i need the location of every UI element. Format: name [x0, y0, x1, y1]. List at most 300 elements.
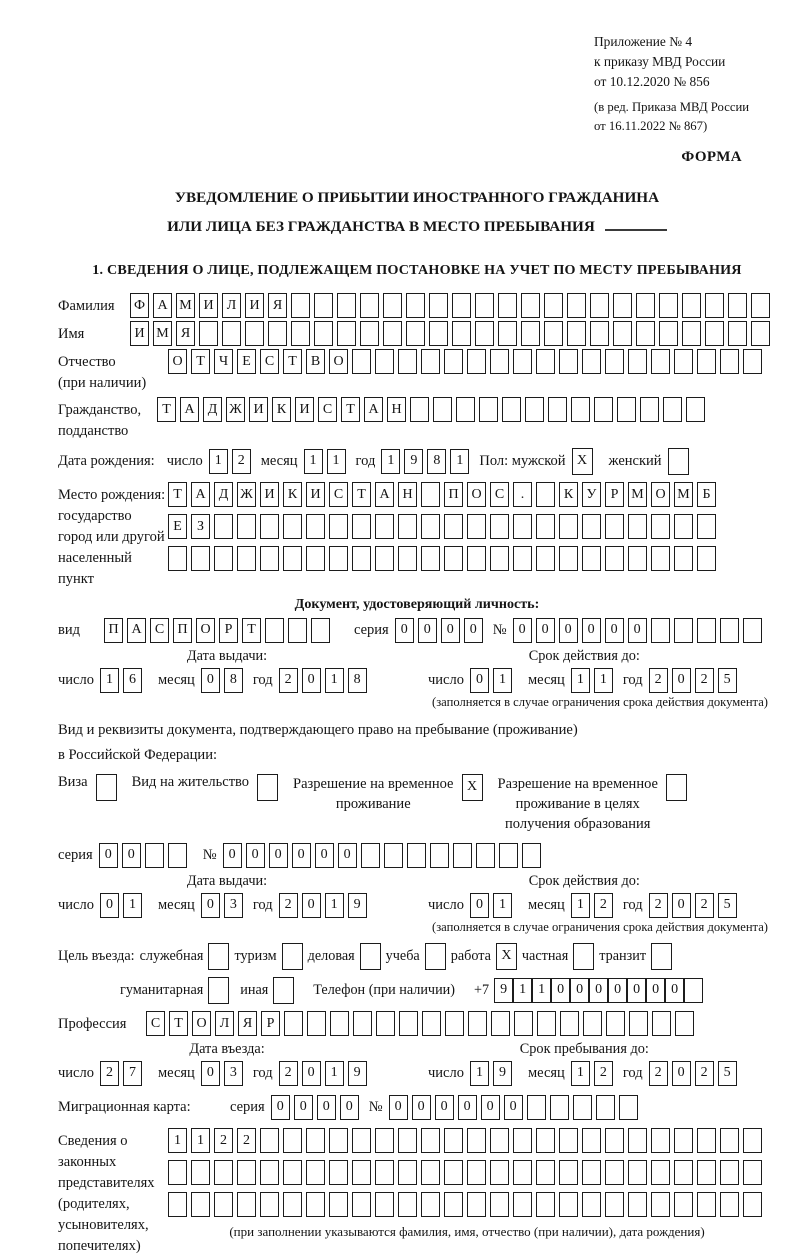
- char-box[interactable]: [406, 293, 425, 318]
- char-box[interactable]: [527, 1095, 546, 1120]
- char-box[interactable]: Т: [168, 482, 187, 507]
- char-box[interactable]: 2: [649, 1061, 668, 1086]
- char-box[interactable]: [237, 1192, 256, 1217]
- char-box[interactable]: 0: [582, 618, 601, 643]
- char-box[interactable]: 0: [201, 668, 220, 693]
- char-box[interactable]: [536, 1128, 555, 1153]
- char-box[interactable]: [352, 1192, 371, 1217]
- char-box[interactable]: [237, 1160, 256, 1185]
- char-box[interactable]: [306, 1192, 325, 1217]
- char-box[interactable]: [406, 321, 425, 346]
- char-box[interactable]: [398, 546, 417, 571]
- sex-male-checkbox[interactable]: [572, 448, 597, 475]
- char-box[interactable]: [168, 1192, 187, 1217]
- residence-issue-year-boxes[interactable]: [279, 893, 371, 918]
- char-box[interactable]: [582, 514, 601, 539]
- char-box[interactable]: [237, 546, 256, 571]
- birth-month-boxes[interactable]: [304, 449, 350, 474]
- char-box[interactable]: [375, 1128, 394, 1153]
- purpose-official-checkbox[interactable]: [208, 943, 229, 970]
- char-box[interactable]: Ж: [237, 482, 256, 507]
- char-box[interactable]: 0: [271, 1095, 290, 1120]
- char-box[interactable]: [697, 618, 716, 643]
- char-box[interactable]: 0: [395, 618, 414, 643]
- char-box[interactable]: М: [153, 321, 172, 346]
- char-box[interactable]: 0: [294, 1095, 313, 1120]
- char-box[interactable]: [659, 293, 678, 318]
- char-box[interactable]: [743, 349, 762, 374]
- purpose-private-checkbox[interactable]: [573, 943, 594, 970]
- char-box[interactable]: [214, 1192, 233, 1217]
- char-box[interactable]: 9: [348, 1061, 367, 1086]
- char-box[interactable]: [145, 843, 164, 868]
- char-box[interactable]: [705, 293, 724, 318]
- char-box[interactable]: [684, 978, 703, 1003]
- char-box[interactable]: [636, 321, 655, 346]
- char-box[interactable]: [452, 321, 471, 346]
- char-box[interactable]: [329, 1160, 348, 1185]
- char-box[interactable]: [596, 1095, 615, 1120]
- char-box[interactable]: С: [318, 397, 337, 422]
- char-box[interactable]: О: [651, 482, 670, 507]
- char-box[interactable]: Т: [169, 1011, 188, 1036]
- char-box[interactable]: X: [462, 774, 483, 801]
- char-box[interactable]: 0: [458, 1095, 477, 1120]
- char-box[interactable]: 0: [292, 843, 311, 868]
- issue-month-boxes[interactable]: [201, 668, 247, 693]
- char-box[interactable]: [456, 397, 475, 422]
- visa-checkbox[interactable]: [96, 774, 121, 801]
- profession-boxes[interactable]: [146, 1011, 698, 1036]
- char-box[interactable]: [353, 1011, 372, 1036]
- char-box[interactable]: [628, 546, 647, 571]
- char-box[interactable]: 1: [571, 668, 590, 693]
- char-box[interactable]: [479, 397, 498, 422]
- char-box[interactable]: О: [329, 349, 348, 374]
- char-box[interactable]: [291, 293, 310, 318]
- char-box[interactable]: 0: [628, 618, 647, 643]
- purpose-business-checkbox[interactable]: [360, 943, 381, 970]
- residence-expiry-day-boxes[interactable]: [470, 893, 516, 918]
- residence-issue-month-boxes[interactable]: [201, 893, 247, 918]
- char-box[interactable]: [208, 977, 229, 1004]
- char-box[interactable]: 9: [494, 978, 513, 1003]
- char-box[interactable]: Т: [352, 482, 371, 507]
- char-box[interactable]: 0: [201, 1061, 220, 1086]
- char-box[interactable]: [257, 774, 278, 801]
- char-box[interactable]: А: [364, 397, 383, 422]
- char-box[interactable]: 0: [412, 1095, 431, 1120]
- char-box[interactable]: Р: [605, 482, 624, 507]
- char-box[interactable]: [330, 1011, 349, 1036]
- char-box[interactable]: [208, 943, 229, 970]
- char-box[interactable]: [560, 1011, 579, 1036]
- char-box[interactable]: [674, 1128, 693, 1153]
- char-box[interactable]: 1: [470, 1061, 489, 1086]
- char-box[interactable]: [191, 546, 210, 571]
- char-box[interactable]: [222, 321, 241, 346]
- char-box[interactable]: А: [191, 482, 210, 507]
- char-box[interactable]: [329, 1192, 348, 1217]
- char-box[interactable]: [605, 349, 624, 374]
- char-box[interactable]: [467, 1160, 486, 1185]
- char-box[interactable]: [375, 514, 394, 539]
- residence-number-boxes[interactable]: [223, 843, 545, 868]
- char-box[interactable]: [433, 397, 452, 422]
- char-box[interactable]: [421, 1192, 440, 1217]
- char-box[interactable]: [582, 349, 601, 374]
- purpose-humanitarian-checkbox[interactable]: [208, 977, 229, 1004]
- char-box[interactable]: [571, 397, 590, 422]
- char-box[interactable]: [284, 1011, 303, 1036]
- char-box[interactable]: С: [260, 349, 279, 374]
- char-box[interactable]: [430, 843, 449, 868]
- char-box[interactable]: [352, 1160, 371, 1185]
- char-box[interactable]: 1: [532, 978, 551, 1003]
- char-box[interactable]: [360, 943, 381, 970]
- char-box[interactable]: [728, 321, 747, 346]
- char-box[interactable]: [550, 1095, 569, 1120]
- char-box[interactable]: Е: [168, 514, 187, 539]
- char-box[interactable]: [640, 397, 659, 422]
- representatives-row3-boxes[interactable]: [168, 1192, 766, 1217]
- char-box[interactable]: [429, 321, 448, 346]
- char-box[interactable]: Ч: [214, 349, 233, 374]
- char-box[interactable]: А: [153, 293, 172, 318]
- char-box[interactable]: [536, 482, 555, 507]
- char-box[interactable]: [573, 1095, 592, 1120]
- char-box[interactable]: [361, 843, 380, 868]
- char-box[interactable]: 1: [191, 1128, 210, 1153]
- birth-place-row1-boxes[interactable]: [168, 482, 720, 507]
- char-box[interactable]: [260, 546, 279, 571]
- char-box[interactable]: [375, 349, 394, 374]
- char-box[interactable]: [476, 843, 495, 868]
- char-box[interactable]: [751, 293, 770, 318]
- char-box[interactable]: [398, 1160, 417, 1185]
- char-box[interactable]: 1: [594, 668, 613, 693]
- char-box[interactable]: 0: [470, 893, 489, 918]
- char-box[interactable]: 2: [232, 449, 251, 474]
- char-box[interactable]: [283, 1160, 302, 1185]
- char-box[interactable]: М: [176, 293, 195, 318]
- char-box[interactable]: [674, 618, 693, 643]
- entry-year-boxes[interactable]: [279, 1061, 371, 1086]
- char-box[interactable]: [536, 546, 555, 571]
- char-box[interactable]: 0: [570, 978, 589, 1003]
- birth-day-boxes[interactable]: [209, 449, 255, 474]
- char-box[interactable]: Н: [398, 482, 417, 507]
- char-box[interactable]: [674, 1160, 693, 1185]
- char-box[interactable]: [467, 546, 486, 571]
- char-box[interactable]: 2: [279, 668, 298, 693]
- char-box[interactable]: [360, 293, 379, 318]
- char-box[interactable]: [674, 546, 693, 571]
- char-box[interactable]: 0: [99, 843, 118, 868]
- char-box[interactable]: [214, 546, 233, 571]
- char-box[interactable]: 2: [279, 893, 298, 918]
- char-box[interactable]: [283, 514, 302, 539]
- char-box[interactable]: 2: [695, 1061, 714, 1086]
- migration-number-boxes[interactable]: [389, 1095, 642, 1120]
- char-box[interactable]: 7: [123, 1061, 142, 1086]
- char-box[interactable]: [628, 1192, 647, 1217]
- char-box[interactable]: [720, 349, 739, 374]
- issue-day-boxes[interactable]: [100, 668, 146, 693]
- entry-day-boxes[interactable]: [100, 1061, 146, 1086]
- char-box[interactable]: [168, 546, 187, 571]
- char-box[interactable]: [636, 293, 655, 318]
- expiry-year-boxes[interactable]: [649, 668, 741, 693]
- char-box[interactable]: [425, 943, 446, 970]
- char-box[interactable]: 0: [246, 843, 265, 868]
- char-box[interactable]: 0: [441, 618, 460, 643]
- expiry-month-boxes[interactable]: [571, 668, 617, 693]
- char-box[interactable]: [651, 1192, 670, 1217]
- representatives-row2-boxes[interactable]: [168, 1160, 766, 1185]
- char-box[interactable]: 0: [338, 843, 357, 868]
- char-box[interactable]: [651, 618, 670, 643]
- char-box[interactable]: 0: [672, 893, 691, 918]
- char-box[interactable]: А: [180, 397, 199, 422]
- char-box[interactable]: [605, 1160, 624, 1185]
- char-box[interactable]: 0: [201, 893, 220, 918]
- char-box[interactable]: [199, 321, 218, 346]
- char-box[interactable]: [651, 546, 670, 571]
- char-box[interactable]: [352, 514, 371, 539]
- char-box[interactable]: [283, 546, 302, 571]
- char-box[interactable]: [375, 1192, 394, 1217]
- char-box[interactable]: 1: [327, 449, 346, 474]
- char-box[interactable]: [421, 1128, 440, 1153]
- char-box[interactable]: [398, 1128, 417, 1153]
- char-box[interactable]: [429, 293, 448, 318]
- char-box[interactable]: [674, 514, 693, 539]
- char-box[interactable]: 0: [605, 618, 624, 643]
- char-box[interactable]: [743, 1192, 762, 1217]
- char-box[interactable]: З: [191, 514, 210, 539]
- char-box[interactable]: [628, 1128, 647, 1153]
- purpose-study-checkbox[interactable]: [425, 943, 446, 970]
- char-box[interactable]: 0: [464, 618, 483, 643]
- char-box[interactable]: 0: [223, 843, 242, 868]
- char-box[interactable]: С: [150, 618, 169, 643]
- char-box[interactable]: 0: [435, 1095, 454, 1120]
- residence-series-boxes[interactable]: [99, 843, 191, 868]
- char-box[interactable]: 0: [302, 893, 321, 918]
- char-box[interactable]: [490, 349, 509, 374]
- char-box[interactable]: [444, 546, 463, 571]
- char-box[interactable]: 2: [214, 1128, 233, 1153]
- surname-input-boxes[interactable]: [130, 293, 774, 318]
- char-box[interactable]: [613, 321, 632, 346]
- residence-permit-checkbox[interactable]: [257, 774, 282, 801]
- char-box[interactable]: К: [283, 482, 302, 507]
- char-box[interactable]: [697, 546, 716, 571]
- char-box[interactable]: 9: [348, 893, 367, 918]
- char-box[interactable]: [651, 514, 670, 539]
- char-box[interactable]: [337, 293, 356, 318]
- char-box[interactable]: [525, 397, 544, 422]
- char-box[interactable]: [265, 618, 284, 643]
- doc-series-boxes[interactable]: [395, 618, 487, 643]
- char-box[interactable]: [467, 349, 486, 374]
- char-box[interactable]: [399, 1011, 418, 1036]
- char-box[interactable]: [705, 321, 724, 346]
- char-box[interactable]: [307, 1011, 326, 1036]
- stay-day-boxes[interactable]: [470, 1061, 516, 1086]
- char-box[interactable]: [311, 618, 330, 643]
- char-box[interactable]: М: [674, 482, 693, 507]
- char-box[interactable]: П: [173, 618, 192, 643]
- char-box[interactable]: [573, 943, 594, 970]
- char-box[interactable]: 9: [404, 449, 423, 474]
- char-box[interactable]: И: [249, 397, 268, 422]
- char-box[interactable]: Ф: [130, 293, 149, 318]
- char-box[interactable]: Д: [214, 482, 233, 507]
- purpose-transit-checkbox[interactable]: [651, 943, 672, 970]
- migration-series-boxes[interactable]: [271, 1095, 363, 1120]
- residence-expiry-year-boxes[interactable]: [649, 893, 741, 918]
- char-box[interactable]: [559, 1160, 578, 1185]
- sex-female-checkbox[interactable]: [668, 448, 693, 475]
- char-box[interactable]: [682, 293, 701, 318]
- char-box[interactable]: [628, 514, 647, 539]
- char-box[interactable]: [490, 514, 509, 539]
- char-box[interactable]: В: [306, 349, 325, 374]
- char-box[interactable]: [513, 1160, 532, 1185]
- char-box[interactable]: Т: [242, 618, 261, 643]
- char-box[interactable]: И: [199, 293, 218, 318]
- stay-month-boxes[interactable]: [571, 1061, 617, 1086]
- char-box[interactable]: [444, 1160, 463, 1185]
- char-box[interactable]: Ж: [226, 397, 245, 422]
- purpose-tourism-checkbox[interactable]: [282, 943, 303, 970]
- char-box[interactable]: [499, 843, 518, 868]
- char-box[interactable]: [490, 1160, 509, 1185]
- stay-year-boxes[interactable]: [649, 1061, 741, 1086]
- char-box[interactable]: 1: [493, 893, 512, 918]
- char-box[interactable]: [384, 843, 403, 868]
- char-box[interactable]: [260, 1128, 279, 1153]
- char-box[interactable]: [445, 1011, 464, 1036]
- char-box[interactable]: 0: [608, 978, 627, 1003]
- char-box[interactable]: [421, 546, 440, 571]
- char-box[interactable]: [444, 1192, 463, 1217]
- char-box[interactable]: [329, 514, 348, 539]
- char-box[interactable]: [306, 514, 325, 539]
- char-box[interactable]: 0: [302, 1061, 321, 1086]
- char-box[interactable]: Р: [261, 1011, 280, 1036]
- char-box[interactable]: 0: [672, 1061, 691, 1086]
- char-box[interactable]: Р: [219, 618, 238, 643]
- char-box[interactable]: 2: [594, 1061, 613, 1086]
- char-box[interactable]: [682, 321, 701, 346]
- char-box[interactable]: [490, 546, 509, 571]
- char-box[interactable]: 0: [340, 1095, 359, 1120]
- char-box[interactable]: 0: [470, 668, 489, 693]
- char-box[interactable]: [536, 514, 555, 539]
- char-box[interactable]: 1: [571, 1061, 590, 1086]
- char-box[interactable]: [590, 293, 609, 318]
- char-box[interactable]: [306, 1160, 325, 1185]
- char-box[interactable]: Д: [203, 397, 222, 422]
- char-box[interactable]: [536, 1160, 555, 1185]
- char-box[interactable]: [260, 514, 279, 539]
- char-box[interactable]: 0: [481, 1095, 500, 1120]
- char-box[interactable]: [605, 1128, 624, 1153]
- char-box[interactable]: А: [375, 482, 394, 507]
- char-box[interactable]: 1: [513, 978, 532, 1003]
- char-box[interactable]: И: [130, 321, 149, 346]
- char-box[interactable]: [743, 618, 762, 643]
- char-box[interactable]: [467, 1128, 486, 1153]
- char-box[interactable]: [743, 1160, 762, 1185]
- char-box[interactable]: 0: [589, 978, 608, 1003]
- char-box[interactable]: 1: [304, 449, 323, 474]
- char-box[interactable]: [214, 514, 233, 539]
- char-box[interactable]: 0: [100, 893, 119, 918]
- char-box[interactable]: У: [582, 482, 601, 507]
- char-box[interactable]: [513, 1192, 532, 1217]
- char-box[interactable]: Я: [238, 1011, 257, 1036]
- char-box[interactable]: 0: [315, 843, 334, 868]
- char-box[interactable]: [559, 1192, 578, 1217]
- char-box[interactable]: [352, 1128, 371, 1153]
- char-box[interactable]: А: [127, 618, 146, 643]
- char-box[interactable]: [352, 546, 371, 571]
- char-box[interactable]: 5: [718, 893, 737, 918]
- char-box[interactable]: [337, 321, 356, 346]
- char-box[interactable]: [697, 1160, 716, 1185]
- char-box[interactable]: [559, 1128, 578, 1153]
- char-box[interactable]: [514, 1011, 533, 1036]
- char-box[interactable]: [619, 1095, 638, 1120]
- char-box[interactable]: [168, 1160, 187, 1185]
- char-box[interactable]: [490, 1192, 509, 1217]
- char-box[interactable]: [605, 1192, 624, 1217]
- char-box[interactable]: [421, 1160, 440, 1185]
- char-box[interactable]: Б: [697, 482, 716, 507]
- char-box[interactable]: [398, 514, 417, 539]
- char-box[interactable]: 1: [123, 893, 142, 918]
- char-box[interactable]: [567, 321, 586, 346]
- char-box[interactable]: О: [467, 482, 486, 507]
- char-box[interactable]: [291, 321, 310, 346]
- citizenship-input-boxes[interactable]: [157, 397, 709, 422]
- char-box[interactable]: [288, 618, 307, 643]
- entry-month-boxes[interactable]: [201, 1061, 247, 1086]
- char-box[interactable]: 0: [504, 1095, 523, 1120]
- char-box[interactable]: [674, 1192, 693, 1217]
- char-box[interactable]: [582, 1160, 601, 1185]
- char-box[interactable]: 1: [381, 449, 400, 474]
- char-box[interactable]: [376, 1011, 395, 1036]
- char-box[interactable]: [537, 1011, 556, 1036]
- char-box[interactable]: 3: [224, 893, 243, 918]
- char-box[interactable]: [720, 1128, 739, 1153]
- char-box[interactable]: [536, 1192, 555, 1217]
- char-box[interactable]: Л: [215, 1011, 234, 1036]
- char-box[interactable]: С: [146, 1011, 165, 1036]
- char-box[interactable]: [283, 1192, 302, 1217]
- char-box[interactable]: [522, 843, 541, 868]
- char-box[interactable]: 1: [450, 449, 469, 474]
- char-box[interactable]: [663, 397, 682, 422]
- temp-residence-edu-checkbox[interactable]: [666, 774, 691, 801]
- birth-place-row2-boxes[interactable]: [168, 514, 720, 539]
- char-box[interactable]: 6: [123, 668, 142, 693]
